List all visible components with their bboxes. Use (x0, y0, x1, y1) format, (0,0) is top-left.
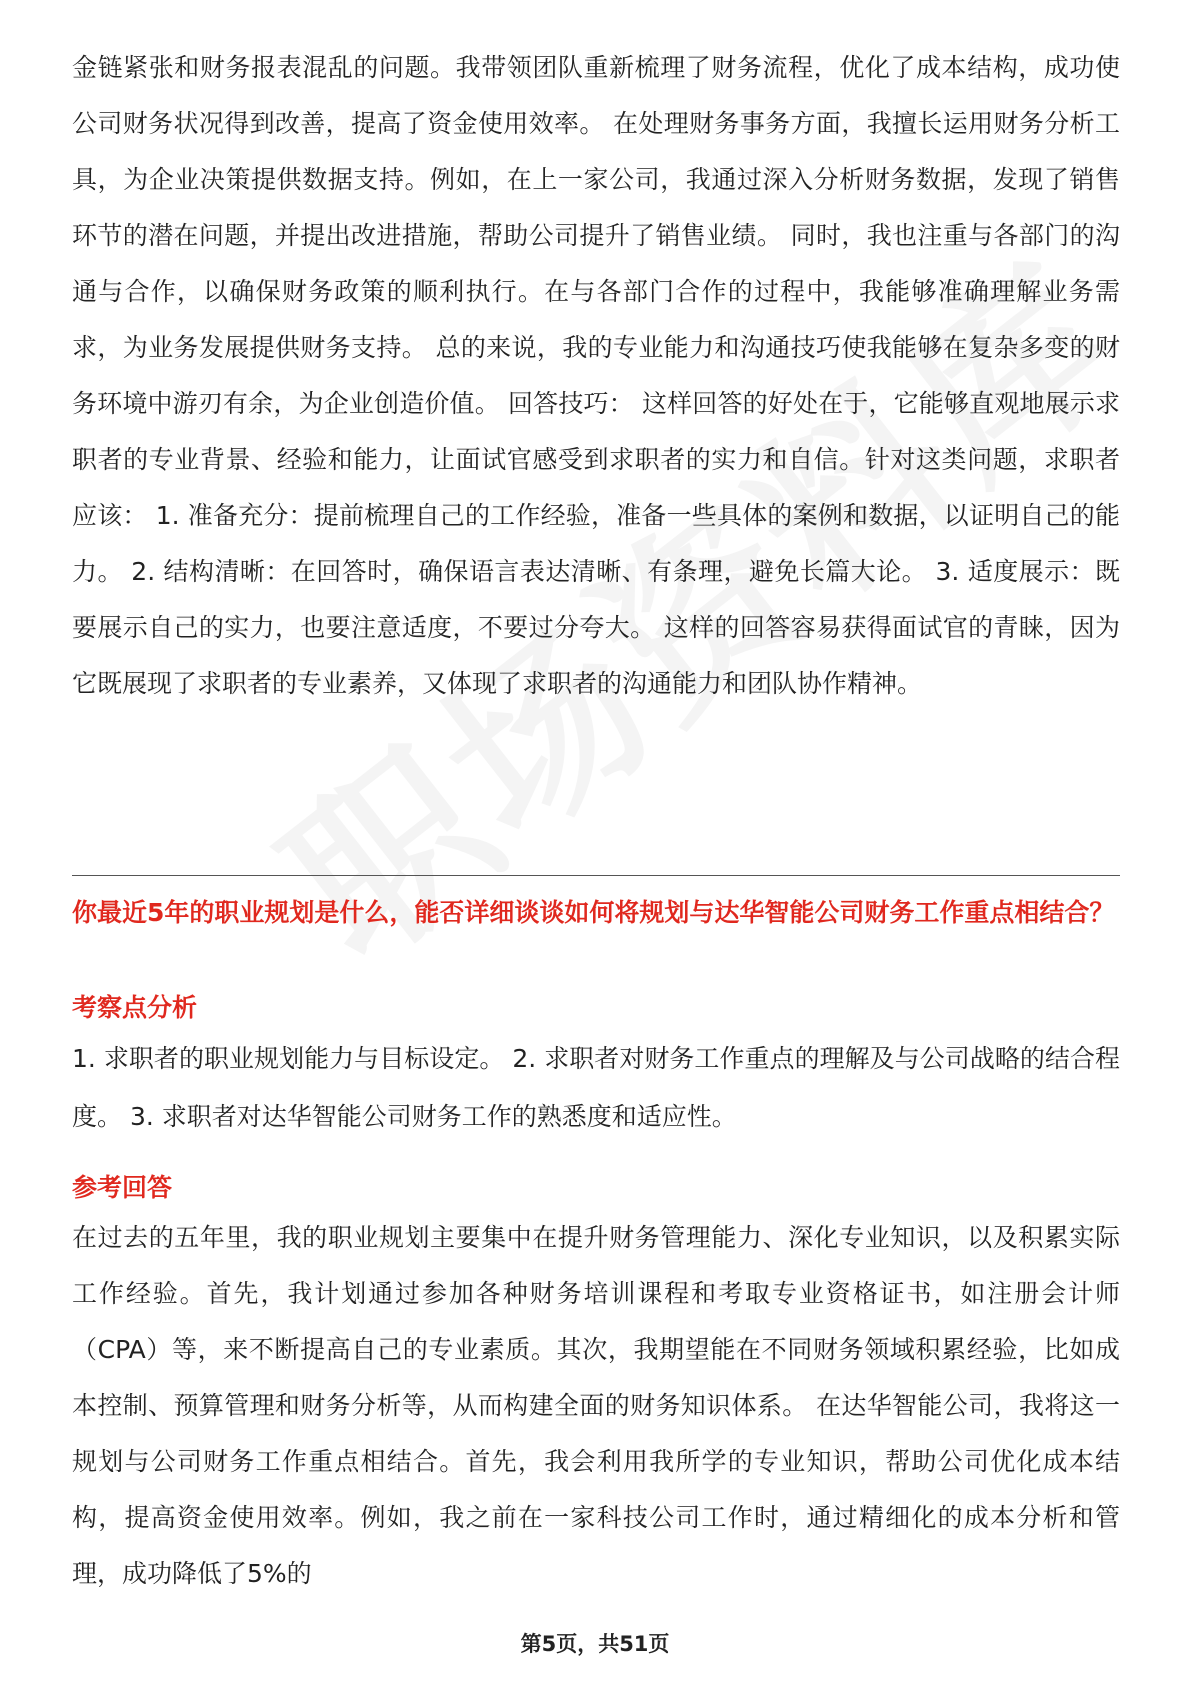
intro-section (72, 40, 1120, 712)
question-heading: 你最近5年的职业规划是什么，能否详细谈谈如何将规划与达华智能公司财务工作重点相结合？ (72, 898, 1115, 927)
answer-heading: 参考回答 (72, 1173, 173, 1202)
page-footer: 第5页，共51页 (520, 1632, 670, 1656)
answer-text: 在过去的五年里，我的职业规划主要集中在提升财务管理能力、深化专业知识，以及积累实际工作经验。首先，我计划通过参加各种财务培训课程和考取专业资格证书，如注册会计师（CPA）等，来不断提高自己的专业素质。其次，我期望能在不同财务领域积累经验，比如成本控制、预算管理和财务分析等，从而构建全面的财务知识体系。 在达华智能公司，我将这一规划与公司财务工作重点相结合。首先，我会利用我所学的专业知识，帮助公司优化成本结构，提高资金使用效率。例如，我之前在一家科技公司工作时，通过精细化的成本分析和管理，成功降低了5%的 (72, 1223, 1120, 1588)
intro-paragraph: 金链紧张和财务报表混乱的问题。我带领团队重新梳理了财务流程，优化了成本结构，成功使公司财务状况得到改善，提高了资金使用效率。 在处理财务事务方面，我擅长运用财务分析工具，为企业决策提供数据支持。例如，在上一家公司，我通过深入分析财务数据，发现了销售环节的潜在问题，并提出改进措施，帮助公司提升了销售业绩。 同时，我也注重与各部门的沟通与合作，以确保财务政策的顺利执行。在与各部门合作的过程中，我能够准确理解业务需求，为业务发展提供财务支持。 总的来说，我的专业能力和沟通技巧使我能够在复杂多变的财务环境中游刃有余，为企业创造价值。 回答技巧： 这样回答的好处在于，它能够直观地展示求职者的专业背景、经验和能力，让面试官感受到求职者的实力和自信。针对这类问题，求职者应该： 1. 准备充分：提前梳理自己的工作经验，准备一些具体的案例和数据，以证明自己的能力。 2. 结构清晰：在回答时，确保语言表达清晰、有条理，避免长篇大论。 3. 适度展示：既要展示自己的实力，也要注意适度，不要过分夸大。 这样的回答容易获得面试官的青睐，因为它既展现了求职者的专业素养，又体现了求职者的沟通能力和团队协作精神。 (72, 53, 1120, 698)
analysis-text: 1. 求职者的职业规划能力与目标设定。 2. 求职者对财务工作重点的理解及与公司战略的结合程度。 3. 求职者对达华智能公司财务工作的熟悉度和适应性。 (72, 1044, 1120, 1131)
analysis-heading: 考察点分析 (72, 993, 198, 1022)
section-divider (72, 875, 1120, 876)
